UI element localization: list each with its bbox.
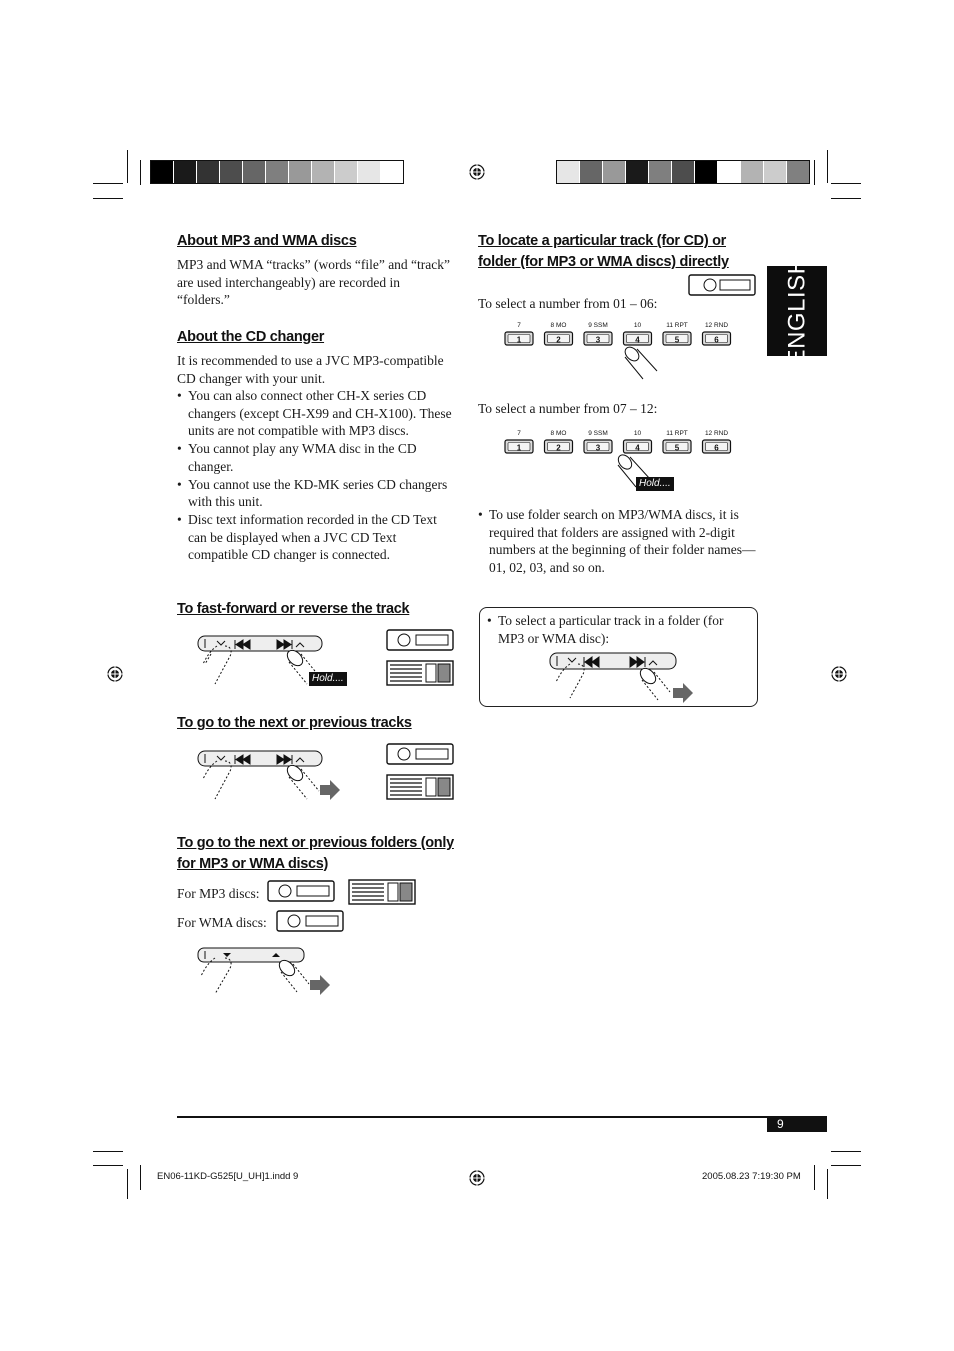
- preset-buttons-illustration: [500, 426, 740, 490]
- color-swatch: [358, 161, 381, 183]
- color-swatch: [718, 161, 741, 183]
- changer-source-icon: [386, 774, 454, 800]
- crop-mark: [814, 1165, 815, 1190]
- footer-rule: [177, 1116, 827, 1118]
- crop-mark: [831, 1151, 861, 1152]
- hold-label: Hold....: [309, 672, 347, 686]
- crop-mark: [140, 1165, 141, 1190]
- crop-mark: [140, 160, 141, 185]
- crop-mark: [831, 183, 861, 184]
- mp3-wma-heading: About MP3 and WMA discs: [177, 233, 357, 249]
- color-swatch: [335, 161, 358, 183]
- color-swatch: [174, 161, 197, 183]
- crop-mark: [827, 150, 828, 183]
- preset-top-label: 7: [517, 430, 521, 437]
- cd-changer-bullet-list: [177, 387, 452, 564]
- crop-mark: [93, 1151, 123, 1152]
- color-swatch: [151, 161, 174, 183]
- color-swatch: [672, 161, 695, 183]
- list-item: • You cannot play any WMA disc in the CD changer.: [177, 440, 452, 475]
- cd-source-icon: [276, 910, 344, 932]
- list-item: • Disc text information recorded in the CD Text can be displayed when a JVC CD Text compatible CD changer is connected.: [177, 511, 452, 564]
- color-swatch: [557, 161, 580, 183]
- preset-top-label: 11 RPT: [666, 430, 688, 437]
- crop-mark: [93, 1165, 123, 1166]
- color-swatch: [197, 161, 220, 183]
- folders-heading: To go to the next or previous folders (only for MP3 or WMA discs): [177, 835, 454, 872]
- crop-mark: [93, 198, 123, 199]
- preset-buttons-illustration: [500, 318, 740, 382]
- color-swatch: [312, 161, 335, 183]
- preset-top-label: 10: [633, 430, 642, 437]
- preset-top-label: 10: [633, 322, 642, 329]
- crop-mark: [831, 198, 861, 199]
- preset-top-label: 8 MO: [550, 430, 567, 437]
- color-swatch: [603, 161, 626, 183]
- timestamp: 2005.08.23 7:19:30 PM: [702, 1171, 801, 1182]
- color-swatch: [626, 161, 649, 183]
- color-swatch: [220, 161, 243, 183]
- crop-mark: [831, 1165, 861, 1166]
- cd-source-icon: [386, 743, 454, 765]
- for-wma-label: For WMA discs:: [177, 915, 267, 930]
- preset-number: 3: [595, 443, 601, 453]
- preset-top-label: 7: [517, 322, 521, 329]
- preset-number: 4: [635, 335, 640, 345]
- color-swatch: [695, 161, 718, 183]
- color-swatch: [649, 161, 672, 183]
- locate-track-heading: To locate a particular track (for CD) or folder (for MP3 or WMA discs) directly: [478, 233, 729, 270]
- color-swatch: [741, 161, 764, 183]
- preset-number: 2: [556, 335, 561, 345]
- color-swatch: [787, 161, 809, 183]
- registration-mark-icon: [469, 1170, 485, 1186]
- fast-forward-heading: To fast-forward or reverse the track: [177, 601, 410, 617]
- color-swatch: [289, 161, 312, 183]
- changer-source-icon: [386, 660, 454, 686]
- changer-source-icon: [348, 879, 416, 905]
- color-calibration-bar-left: [150, 160, 404, 184]
- crop-mark: [827, 1169, 828, 1199]
- preset-number: 4: [635, 443, 640, 453]
- color-swatch: [243, 161, 266, 183]
- next-previous-tracks-heading: To go to the next or previous tracks: [177, 715, 412, 731]
- skip-buttons-illustration: [548, 648, 703, 703]
- color-calibration-bar-right: [556, 160, 810, 184]
- hold-label: Hold....: [636, 477, 674, 491]
- crop-mark: [93, 183, 123, 184]
- preset-number: 6: [714, 443, 719, 453]
- color-swatch: [764, 161, 787, 183]
- list-item: • You can also connect other CH-X series CD changers (except CH-X99 and CH-X100). These units are not compatible with MP3 discs.: [177, 387, 452, 440]
- mp3-wma-text: MP3 and WMA “tracks” (words “file” and “track” are used interchangeably) are recorded in “folders.”: [177, 257, 451, 308]
- folder-note-list: [478, 506, 760, 577]
- page-number: 9: [777, 1117, 784, 1131]
- list-item: • To use folder search on MP3/WMA discs, it is required that folders are assigned with 2-digit numbers at the beginning of their folder names—01, 02, 03, and so on.: [478, 506, 760, 577]
- language-tab: [767, 256, 827, 366]
- preset-top-label: 8 MO: [550, 322, 567, 329]
- page-number-box: [767, 1117, 827, 1132]
- registration-mark-icon: [831, 666, 847, 682]
- list-item: • You cannot use the KD-MK series CD changers with this unit.: [177, 476, 452, 511]
- folder-buttons-illustration: [195, 942, 345, 997]
- preset-top-label: 9 SSM: [588, 322, 608, 329]
- cd-source-icon: [267, 880, 335, 902]
- cd-changer-text: It is recommended to use a JVC MP3-compatible CD changer with your unit.: [177, 353, 444, 386]
- preset-number: 5: [674, 335, 680, 345]
- finger-press-icon: [622, 344, 657, 379]
- preset-number: 5: [674, 443, 680, 453]
- color-swatch: [580, 161, 603, 183]
- folder-track-list: [487, 612, 749, 647]
- crop-mark: [127, 1169, 128, 1199]
- preset-top-label: 12 RND: [704, 322, 729, 329]
- preset-number: 3: [595, 335, 601, 345]
- cd-changer-heading: About the CD changer: [177, 329, 325, 345]
- preset-top-label: 9 SSM: [588, 430, 608, 437]
- preset-number: 1: [516, 335, 522, 345]
- preset-number: 2: [556, 443, 561, 453]
- preset-top-label: 12 RND: [704, 430, 729, 437]
- crop-mark: [814, 160, 815, 185]
- registration-mark-icon: [469, 164, 485, 180]
- registration-mark-icon: [107, 666, 123, 682]
- crop-mark: [127, 150, 128, 183]
- preset-top-label: 11 RPT: [666, 322, 688, 329]
- select-01-06-text: To select a number from 01 – 06:: [478, 296, 658, 311]
- cd-source-icon: [688, 274, 756, 296]
- select-07-12-text: To select a number from 07 – 12:: [478, 401, 658, 416]
- preset-number: 1: [516, 443, 522, 453]
- cd-source-icon: [386, 629, 454, 651]
- color-swatch: [381, 161, 403, 183]
- language-tab-label: ENGLISH: [783, 256, 810, 366]
- file-name: EN06-11KD-G525[U_UH]1.indd 9: [157, 1171, 299, 1182]
- for-mp3-label: For MP3 discs:: [177, 886, 260, 901]
- preset-number: 6: [714, 335, 719, 345]
- skip-buttons-illustration: [195, 745, 355, 805]
- color-swatch: [266, 161, 289, 183]
- list-item: • To select a particular track in a folder (for MP3 or WMA disc):: [487, 612, 749, 647]
